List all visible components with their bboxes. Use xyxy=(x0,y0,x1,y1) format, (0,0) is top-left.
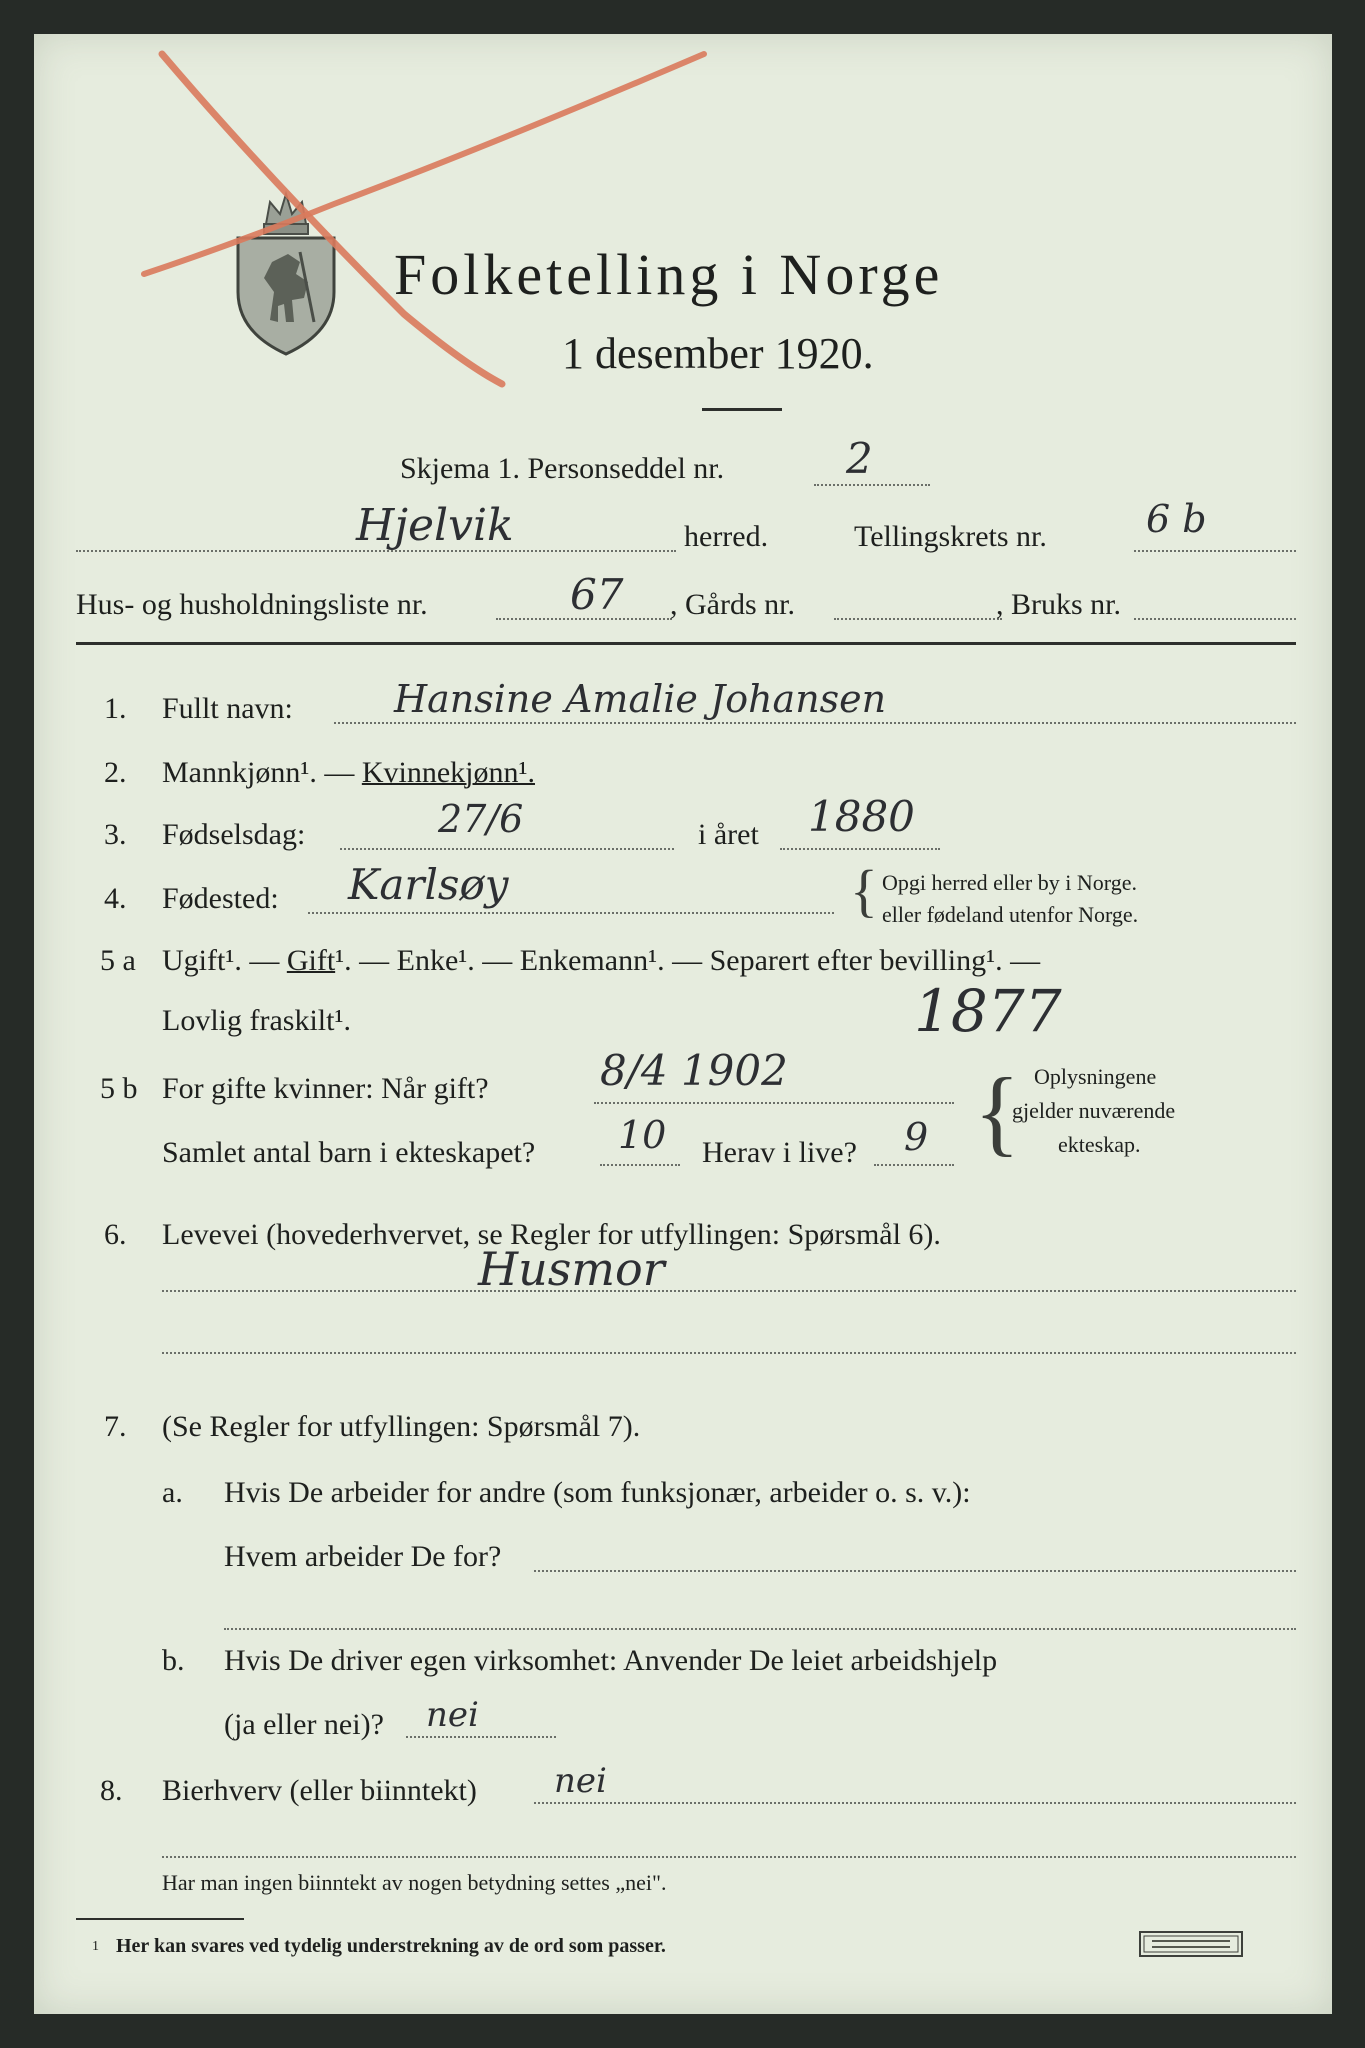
q1-label: Fullt navn: xyxy=(162,692,293,725)
footnote-text: Her kan svares ved tydelig understrekning av de ord som passer. xyxy=(116,1935,666,1957)
q5b-label: For gifte kvinner: Når gift? xyxy=(162,1072,489,1105)
q7b-letter: b. xyxy=(162,1644,185,1677)
q8-value: nei xyxy=(554,1761,607,1801)
q5b-note3: ekteskap. xyxy=(1058,1132,1141,1157)
q3-year-dotline xyxy=(780,848,940,850)
q8-dotline-2 xyxy=(162,1856,1296,1858)
q5b-note2: gjelder nuværende xyxy=(1012,1098,1176,1123)
red-cross-mark xyxy=(34,34,1332,534)
q5b-children-label: Samlet antal barn i ekteskapet? xyxy=(162,1136,536,1169)
q5b-alive-dotline xyxy=(874,1164,954,1166)
q6-label: Levevei (hovederhvervet, se Regler for utfyllingen: Spørsmål 6). xyxy=(162,1218,941,1251)
q3-year-value: 1880 xyxy=(808,792,915,841)
q5b-value: 8/4 1902 xyxy=(600,1046,788,1095)
gards-label: , Gårds nr. xyxy=(670,588,795,621)
tellingskrets-value: 6 b xyxy=(1146,497,1207,541)
q7b-question: (ja eller nei)? xyxy=(224,1708,384,1741)
q5a-married: Gift xyxy=(286,944,336,977)
footnote-divider xyxy=(76,1918,244,1920)
q5b-alive-label: Herav i live? xyxy=(702,1136,857,1169)
header-divider xyxy=(76,642,1296,645)
hus-label: Hus- og husholdningsliste nr. xyxy=(76,588,428,621)
q4-note1: Opgi herred eller by i Norge. xyxy=(882,870,1137,895)
q7b-dotline xyxy=(406,1736,556,1738)
q7a-dotline-2 xyxy=(224,1628,1296,1630)
q5a-unmarried: Ugift¹. — xyxy=(162,944,287,977)
q7a-label: Hvis De arbeider for andre (som funksjonær, arbeider o. s. v.): xyxy=(224,1476,971,1509)
q8-label: Bierhverv (eller biinntekt) xyxy=(162,1774,477,1807)
q3-dotline xyxy=(340,848,674,850)
tellingskrets-dotline xyxy=(1134,550,1296,552)
printer-stamp-icon xyxy=(1138,1930,1244,1958)
q7a-dotline-1 xyxy=(534,1570,1296,1572)
q2-female: Kvinnekjønn¹. xyxy=(361,756,535,789)
q6-dotline-2 xyxy=(162,1352,1296,1354)
q7a-question: Hvem arbeider De for? xyxy=(224,1540,502,1573)
q5b-children-dotline xyxy=(600,1164,680,1166)
q5a-number: 5 a xyxy=(100,944,136,977)
q3-label: Fødselsdag: xyxy=(162,818,306,851)
tellingskrets-label: Tellingskrets nr. xyxy=(854,520,1047,553)
q2-number: 2. xyxy=(104,756,127,789)
q4-brace: { xyxy=(850,858,878,923)
q7a-letter: a. xyxy=(162,1476,183,1509)
q2-text xyxy=(162,758,535,788)
q3-number: 3. xyxy=(104,818,127,851)
q5b-number: 5 b xyxy=(100,1072,138,1105)
form-date: 1 desember 1920. xyxy=(562,329,874,378)
q4-number: 4. xyxy=(104,882,127,915)
q7b-label: Hvis De driver egen virksomhet: Anvender De leiet arbeidshjelp xyxy=(224,1644,998,1677)
q1-dotline xyxy=(334,722,1296,724)
q5b-alive-value: 9 xyxy=(904,1115,929,1159)
bruks-dotline xyxy=(1134,618,1296,620)
q7b-value: nei xyxy=(426,1695,479,1735)
q4-note2: eller fødeland utenfor Norge. xyxy=(882,902,1139,927)
q5a-rest: ¹. — Enke¹. — Enkemann¹. — Separert efter bevilling¹. — xyxy=(335,944,1041,977)
q5a-divorced: Lovlig fraskilt¹. xyxy=(162,1004,351,1037)
q5b-note1: Oplysningene xyxy=(1034,1064,1157,1089)
q2-male: Mannkjønn¹. — xyxy=(162,756,362,789)
form-title: Folketelling i Norge xyxy=(394,242,944,307)
q3-year-label: i året xyxy=(698,818,759,851)
q8-number: 8. xyxy=(100,1774,123,1807)
q6-value: Husmor xyxy=(478,1242,665,1296)
q5b-brace: { xyxy=(974,1058,1021,1165)
census-form xyxy=(34,34,1332,2014)
q5a-annotation: 1877 xyxy=(914,977,1062,1045)
q7-label: (Se Regler for utfyllingen: Spørsmål 7). xyxy=(162,1410,641,1443)
q3-value: 27/6 xyxy=(438,797,524,841)
q7-number: 7. xyxy=(104,1410,127,1443)
q8-dotline-1 xyxy=(534,1802,1296,1804)
no-income-note: Har man ingen biinntekt av nogen betydning settes „nei". xyxy=(162,1870,667,1895)
footnote-mark: 1 xyxy=(92,1939,99,1954)
herred-label: herred. xyxy=(684,520,769,553)
q6-number: 6. xyxy=(104,1218,127,1251)
herred-value: Hjelvik xyxy=(356,500,514,551)
q4-label: Fødested: xyxy=(162,882,279,915)
gards-dotline xyxy=(834,618,1002,620)
q6-dotline-1 xyxy=(162,1290,1296,1292)
q1-number: 1. xyxy=(104,692,127,725)
q1-value: Hansine Amalie Johansen xyxy=(394,677,887,721)
q4-value: Karlsøy xyxy=(348,860,509,909)
q5b-dotline xyxy=(594,1102,954,1104)
q5a-text xyxy=(162,946,1040,976)
q4-dotline xyxy=(308,912,834,914)
schema-value: 2 xyxy=(846,434,873,483)
hus-value: 67 xyxy=(570,570,624,619)
schema-label: Skjema 1. Personseddel nr. xyxy=(400,452,725,485)
bruks-label: , Bruks nr. xyxy=(996,588,1122,621)
q5b-children-value: 10 xyxy=(618,1113,667,1157)
